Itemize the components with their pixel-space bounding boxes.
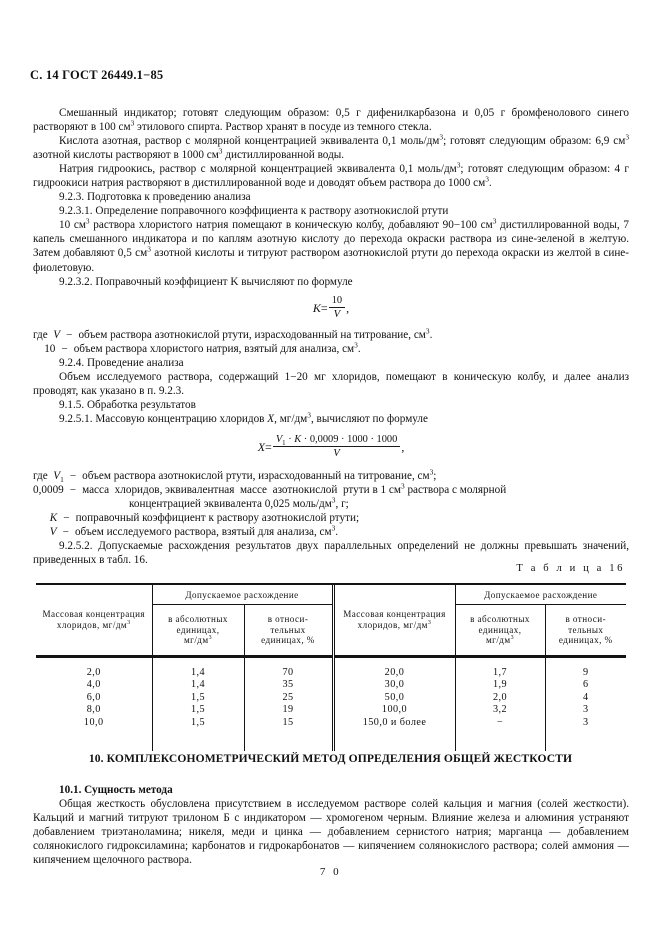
formula-numerator: $V_1 \cdot K \cdot 0,0009 \cdot 1000 \cdot 1000$ bbox=[273, 434, 401, 447]
paragraph-mixed-indicator bbox=[33, 106, 629, 134]
table-row bbox=[36, 667, 626, 679]
header-relative-left: в относи- тельных единицах, % bbox=[244, 605, 333, 656]
heading-text: 9.2.3.1. Определение поправочного коэффициента к раствору азотнокислой ртути bbox=[59, 205, 449, 218]
cell-absolute-left: 1,4 bbox=[152, 667, 244, 679]
section-10-title: 10. КОМПЛЕКСОНОМЕТРИЧЕСКИЙ МЕТОД ОПРЕДЕЛЕНИЯ ОБЩЕЙ ЖЕСТКОСТИ bbox=[88, 752, 573, 765]
definition-symbol: 10 bbox=[33, 342, 56, 355]
padding-cell bbox=[244, 729, 333, 751]
table-bottom-padding-row bbox=[36, 729, 626, 751]
formula-equals: = bbox=[265, 439, 272, 454]
paragraph-text: Смешанный индикатор; готовят следующим образом: 0,5 г дифенилкарбазона и 0,05 г бромфенолового синего растворяют в 100 $см^3$ этилового спирта. Раствор хранят в посуде из темного стекла. bbox=[33, 107, 629, 134]
definitions-formula-2 bbox=[33, 469, 629, 539]
cell-concentration-right: 20,0 bbox=[333, 667, 455, 679]
cell-relative-right: 9 bbox=[545, 667, 626, 679]
heading-text: 9.2.3.2. Поправочный коэффициент K вычисляют по формуле bbox=[59, 275, 353, 288]
padding-cell bbox=[152, 729, 244, 751]
cell-concentration-left: 8,0 bbox=[86, 704, 101, 716]
definition-symbol: 0,0009 bbox=[33, 483, 64, 496]
heading-9-2-5-1: 9.2.5.1. Массовую концентрацию хлоридов X, $мг/дм^3$, вычисляют по формуле bbox=[59, 410, 428, 425]
definition-dash: − bbox=[63, 512, 70, 525]
formula-denominator: V bbox=[333, 446, 340, 459]
definition-text: поправочный коэффициент к раствору азотнокислой ртути; bbox=[75, 512, 360, 525]
table-row bbox=[36, 692, 626, 704]
formula-equals: = bbox=[320, 300, 328, 315]
cell-absolute-right: 2,0 bbox=[455, 692, 545, 704]
cell-relative-left: 15 bbox=[244, 717, 333, 729]
cell-absolute-right: 3,2 bbox=[455, 704, 545, 716]
heading-text: 9.2.5.2. Допускаемые расхождения результатов двух параллельных определений не должны превышать значений, приведенных в табл. 16. bbox=[33, 540, 629, 567]
paragraph-sodium-hydroxide bbox=[33, 162, 629, 190]
paragraph-text: 10 $см^3$ раствора хлористого натрия помещают в коническую колбу, добавляют 90−100 $см^3$ дистиллированной воды, 7 капель смешанного индикатора и по каплям азотную кислоту до перехода окраски раствора из сине-зеленой в желтую. Затем добавляют 0,5 $см^3$ азотной кислоты и титруют раствором азотнокислой ртути до перехода окраски из желтой в сине-фиолетовую. bbox=[33, 216, 630, 274]
definition-dash: − bbox=[69, 469, 77, 482]
formula-trailing-comma: , bbox=[346, 300, 350, 315]
cell-absolute-left: 1,5 bbox=[152, 704, 244, 716]
table-row bbox=[36, 679, 626, 691]
body-text-upper bbox=[33, 106, 629, 567]
formula-lhs: K bbox=[312, 300, 321, 315]
table-top-padding-row bbox=[36, 657, 626, 667]
heading-9-2-4 bbox=[33, 356, 629, 370]
cell-relative-right: 3 bbox=[545, 704, 626, 716]
formula-trailing-comma: , bbox=[401, 439, 405, 454]
header-divergence-left: Допускаемое расхождение bbox=[152, 585, 333, 605]
formula-fraction bbox=[273, 434, 401, 460]
body-text-lower bbox=[33, 783, 629, 867]
allowable-divergence-table bbox=[36, 583, 626, 751]
definition-dash: − bbox=[61, 342, 68, 355]
cell-relative-right: 4 bbox=[545, 692, 626, 704]
paragraph-procedure-9-2-4 bbox=[33, 370, 629, 398]
padding-cell bbox=[36, 729, 152, 751]
cell-relative-left: 19 bbox=[244, 704, 333, 716]
formula-numerator: 10 bbox=[329, 295, 345, 308]
heading-9-1-5 bbox=[33, 398, 629, 412]
heading-9-2-3-2 bbox=[33, 275, 629, 289]
padding-cell bbox=[455, 729, 545, 751]
paragraph-text: Кислота азотная, раствор с молярной концентрацией эквивалента 0,1 моль/$дм^3$; готовят следующим образом: 6,9 $см^3$ азотной кислоты растворяют в 1000 $см^3$ дистиллированной воды. bbox=[33, 132, 629, 162]
cell-concentration-right: 150,0 и более bbox=[333, 717, 455, 729]
definition-text: объем раствора азотнокислой ртути, израсходованный на титрование, $см^3$. bbox=[78, 325, 433, 341]
definition-row bbox=[33, 469, 629, 483]
padding-cell bbox=[36, 657, 152, 667]
cell-absolute-left: 1,5 bbox=[152, 692, 244, 704]
padding-cell bbox=[455, 657, 545, 667]
definition-text: объем раствора азотнокислой ртути, израсходованный на титрование, $см^3$; bbox=[82, 467, 437, 482]
table-row bbox=[36, 704, 626, 716]
definition-symbol: где V bbox=[33, 328, 61, 341]
definition-dash: − bbox=[66, 328, 73, 341]
cell-concentration-right: 50,0 bbox=[333, 692, 455, 704]
formula-chloride-concentration bbox=[33, 426, 629, 469]
definition-row bbox=[33, 339, 629, 356]
paragraph-text: Натрия гидроокись, раствор с молярной концентрацией эквивалента 0,1 моль/$дм^3$; готовят следующим образом: 4 г гидроокиси натрия растворяют в дистиллированной воде и доводят объем раствора до 1000 $см^3$. bbox=[33, 160, 629, 190]
formula-denominator: V bbox=[333, 307, 341, 320]
header-absolute-right: в абсолютных единицах, $мг/дм^3$ bbox=[455, 605, 545, 656]
formula-correction-factor bbox=[33, 289, 629, 328]
definition-text: объем исследуемого раствора, взятый для анализа, $см^3$. bbox=[74, 523, 339, 539]
heading-text: 9.2.3. Подготовка к проведению анализа bbox=[59, 191, 251, 204]
padding-cell bbox=[152, 657, 244, 667]
definition-row bbox=[33, 325, 629, 342]
table-wrapper bbox=[36, 583, 626, 751]
header-absolute-left: в абсолютных единицах, $мг/дм^3$ bbox=[152, 605, 244, 656]
cell-absolute-left: 1,4 bbox=[152, 679, 244, 691]
padding-cell bbox=[333, 657, 455, 667]
header-concentration-right: Массовая концентрация хлоридов, $мг/дм^3$ bbox=[333, 585, 455, 656]
header-divergence-right: Допускаемое расхождение bbox=[455, 585, 626, 605]
heading-9-2-3 bbox=[33, 190, 629, 204]
cell-relative-left: 70 bbox=[244, 667, 333, 679]
paragraph-nitric-acid bbox=[33, 134, 629, 162]
padding-cell bbox=[545, 657, 626, 667]
definition-text: масса хлоридов, эквивалентная массе азотнокислой ртути в 1 $см^3$ раствора с молярной bbox=[82, 481, 507, 496]
cell-relative-left: 25 bbox=[244, 692, 333, 704]
cell-concentration-right: 30,0 bbox=[333, 679, 455, 691]
cell-relative-right: 3 bbox=[545, 717, 626, 729]
paragraph-procedure-9-2-3-1 bbox=[33, 218, 629, 274]
cell-concentration-left: 2,0 bbox=[86, 667, 101, 678]
table-group-header-row bbox=[36, 585, 626, 605]
definition-row bbox=[33, 525, 629, 539]
cell-absolute-right: − bbox=[455, 717, 545, 729]
definition-dash: − bbox=[69, 483, 77, 496]
padding-cell bbox=[333, 729, 455, 751]
padding-cell bbox=[545, 729, 626, 751]
formula-fraction bbox=[329, 295, 345, 321]
cell-absolute-right: 1,7 bbox=[455, 667, 545, 679]
cell-relative-left: 35 bbox=[244, 679, 333, 691]
definition-symbol: где $V_1$ bbox=[33, 469, 64, 485]
cell-concentration-left: 6,0 bbox=[86, 691, 101, 703]
header-relative-right: в относи- тельных единицах, % bbox=[545, 605, 626, 656]
cell-concentration-right: 100,0 bbox=[333, 704, 455, 716]
table-row bbox=[36, 717, 626, 729]
page-number: 7 0 bbox=[319, 866, 342, 878]
cell-concentration-left: 4,0 bbox=[86, 679, 101, 691]
heading-text: 9.2.4. Проведение анализа bbox=[59, 356, 184, 369]
cell-concentration-left: 10,0 bbox=[83, 716, 104, 728]
heading-text: 9.1.5. Обработка результатов bbox=[59, 398, 196, 411]
padding-cell bbox=[244, 657, 333, 667]
table-caption: Т а б л и ц а 16 bbox=[516, 563, 625, 574]
definition-continuation: концентрацией эквивалента 0,025 моль/$дм^3$, г; bbox=[129, 495, 349, 511]
definition-dash: − bbox=[62, 526, 69, 539]
paragraph-text: Объем исследуемого раствора, содержащий 1−20 мг хлоридов, помещают в коническую колбу, и далее анализ проводят, как указано в п. 9.2.3. bbox=[33, 370, 629, 397]
section-10-1-subtitle: 10.1. Сущность метода bbox=[59, 784, 173, 796]
cell-absolute-right: 1,9 bbox=[455, 679, 545, 691]
running-head: С. 14 ГОСТ 26449.1−85 bbox=[30, 68, 164, 82]
cell-relative-right: 6 bbox=[545, 679, 626, 691]
formula-lhs: X bbox=[257, 439, 266, 454]
section-10-1-body: Общая жесткость обусловлена присутствием в исследуемом растворе солей кальция и магния (солей жесткости). Кальций и магний титруют трилоном Б с индикатором — хромогеном черным. Влияние железа и алюминия устраняют добавлением триэтаноламина; никеля, меди и цинка — добавлением сернистого натрия; марганца — добавлением солянокислого гидроксиламина; карбонатов и гидрокарбонатов — кипячением солянокислого раствора; солей аммония — кипячением щелочного раствора. bbox=[33, 798, 629, 867]
header-concentration-left: Массовая концентрация хлоридов, $мг/дм^3$ bbox=[42, 609, 146, 630]
definition-symbol: K bbox=[49, 512, 58, 525]
definition-text: объем раствора хлористого натрия, взятый для анализа, $см^3$. bbox=[73, 339, 361, 355]
definitions-formula-1 bbox=[33, 325, 629, 356]
heading-9-2-3-1 bbox=[33, 204, 629, 218]
definition-symbol: V bbox=[49, 526, 57, 539]
cell-absolute-left: 1,5 bbox=[152, 717, 244, 729]
